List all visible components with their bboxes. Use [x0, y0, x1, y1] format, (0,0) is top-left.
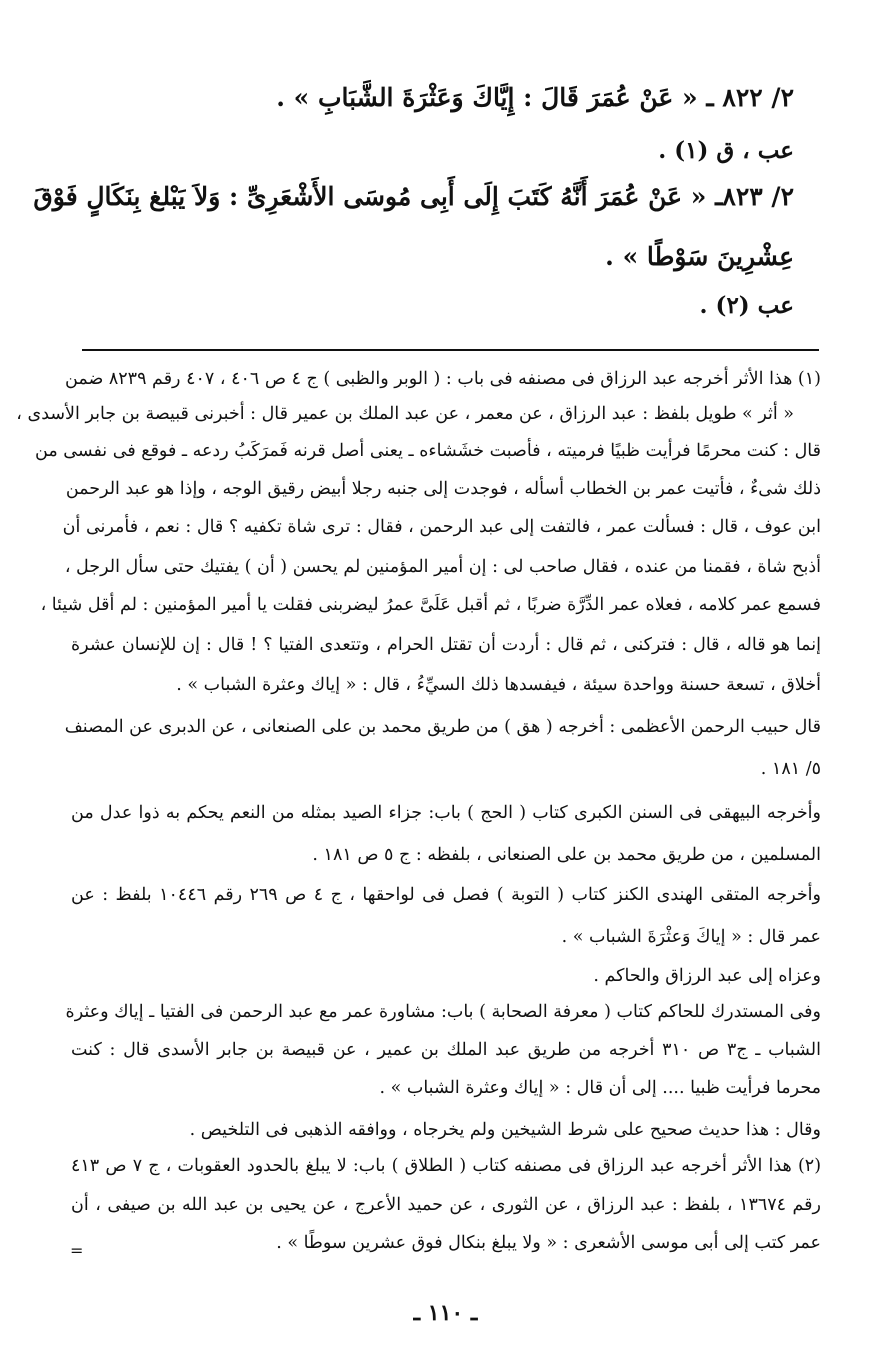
- entry-822: ٢/ ٨٢٢ ـ « عَنْ عُمَرَ قَالَ : إِيَّاكَ وَعَثْرَةَ الشَّبَابِ » .: [276, 83, 794, 112]
- footnote-2-line: (٢) هذا الأثر أخرجه عبد الرزاق فى مصنفه كتاب ( الطلاق ) باب: لا يبلغ بالحدود العقوبات ، ج ٧ ص ٤١٣: [71, 1156, 822, 1176]
- footnote-separator: [82, 349, 819, 351]
- footnote-1-line: المسلمين ، من طريق محمد بن على الصنعانى ، بلفظه : ج ٥ ص ١٨١ .: [312, 845, 821, 865]
- continuation-mark: =: [70, 1241, 84, 1260]
- entry-823-line-1: ٢/ ٨٢٣ـ « عَنْ عُمَرَ أَنَّهُ كَتَبَ إِلَى أَبِى مُوسَى الأَشْعَرِىِّ : وَلاَ يَبْلغ بِنَكَالٍ فَوْقَ: [33, 182, 794, 211]
- footnote-1-line: قال حبيب الرحمن الأعظمى : أخرجه ( هق ) من طريق محمد بن على الصنعانى ، عن الدبرى عن المصنف: [64, 717, 821, 737]
- footnote-1-line: قال : كنت محرمًا فرأيت ظبيًا فرميته ، فأصبت خشَشاءه ـ يعنى أصل قرنه فَمرَكَبُ ردعه ـ فوقع فى نفسى من: [35, 441, 821, 461]
- page-number: ـ ١١٠ ـ: [413, 1300, 478, 1326]
- footnote-1-line: وقال : هذا حديث صحيح على شرط الشيخين ولم يخرجاه ، ووافقه الذهبى فى التلخيص .: [189, 1120, 821, 1140]
- footnote-1-line: « أثر » طويل بلفظ : عبد الرزاق ، عن معمر ، عن عبد الملك بن عمير قال : أخبرنى قبيصة بن جابر الأسدى ،: [16, 404, 794, 424]
- footnote-1-line: أخلاق ، تسعة حسنة وواحدة سيئة ، فيفسدها ذلك السيِّءُ ، قال : « إياك وعثرة الشباب » .: [176, 675, 821, 695]
- footnote-1-line: (١) هذا الأثر أخرجه عبد الرزاق فى مصنفه فى باب : ( الوبر والظبى ) ج ٤ ص ٤٠٦ ، ٤٠٧ رقم ٨٢٣٩ ضمن: [65, 369, 821, 389]
- entry-822-source: عب ، ق (١) .: [658, 137, 794, 164]
- footnote-1-line: وعزاه إلى عبد الرزاق والحاكم .: [593, 966, 821, 986]
- entry-823-line-2: عِشْرِينَ سَوْطًا » .: [605, 242, 794, 271]
- footnote-1-line: فسمع عمر كلامه ، فعلاه عمر الدِّرَّة ضربًا ، ثم أقبل عَلَىَّ عمرُ ليضربنى فقلت يا أمير المؤمنين : لم أقل شيئا ،: [40, 595, 821, 615]
- footnote-2-line: عمر كتب إلى أبى موسى الأشعرى : « ولا يبلغ بنكال فوق عشرين سوطًا » .: [276, 1233, 821, 1253]
- footnote-1-line: محرما فرأيت ظبيا .... إلى أن قال : « إياك وعثرة الشباب » .: [379, 1078, 821, 1098]
- entry-823-source: عب (٢) .: [699, 292, 794, 319]
- footnote-1-line: الشباب ـ ج٣ ص ٣١٠ أخرجه من طريق عبد الملك بن عمير ، عن قبيصة بن جابر الأسدى قال : كنت: [71, 1040, 821, 1060]
- footnote-1-line: أذبح شاة ، فقمنا من عنده ، فقال صاحب لى : إن أمير المؤمنين لم يحسن ( أن ) يفتيك حتى سأل الرجل ،: [64, 557, 821, 577]
- footnote-1-line: إنما هو قاله ، قال : فتركنى ، ثم قال : أردت أن تقتل الحرام ، وتتعدى الفتيا ؟ ! قال : إن للإنسان عشرة: [71, 635, 821, 655]
- footnote-1-line: عمر قال : « إياكَ وَعثْرَةَ الشباب » .: [561, 927, 821, 947]
- footnote-1-line: ٥/ ١٨١ .: [760, 759, 821, 779]
- footnote-1-line: وأخرجه المتقى الهندى الكنز كتاب ( التوبة ) فصل فى لواحقها ، ج ٤ ص ٢٦٩ رقم ١٠٤٤٦ بلفظ : عن: [71, 885, 821, 905]
- footnote-2-line: رقم ١٣٦٧٤ ، بلفظ : عبد الرزاق ، عن الثورى ، عن حميد الأعرج ، عن يحيى بن عبد الله بن صيفى ، أن: [71, 1195, 821, 1215]
- footnote-1-line: ذلك شىءٌ ، فأتيت عمر بن الخطاب أسأله ، فوجدت إلى جنبه رجلا أبيض رقيق الوجه ، وإذا هو عبد الرحمن: [65, 479, 821, 499]
- footnote-1-line: وفى المستدرك للحاكم كتاب ( معرفة الصحابة ) باب: مشاورة عمر مع عبد الرحمن فى الفتيا ـ إياك وعثرة: [65, 1002, 821, 1022]
- footnote-1-line: وأخرجه البيهقى فى السنن الكبرى كتاب ( الحج ) باب: جزاء الصيد بمثله من النعم يحكم به ذوا عدل من: [71, 803, 821, 823]
- footnote-1-line: ابن عوف ، قال : فسألت عمر ، فالتفت إلى عبد الرحمن ، فقال : ترى شاة تكفيه ؟ قال : نعم ، فأمرنى أن: [62, 517, 821, 537]
